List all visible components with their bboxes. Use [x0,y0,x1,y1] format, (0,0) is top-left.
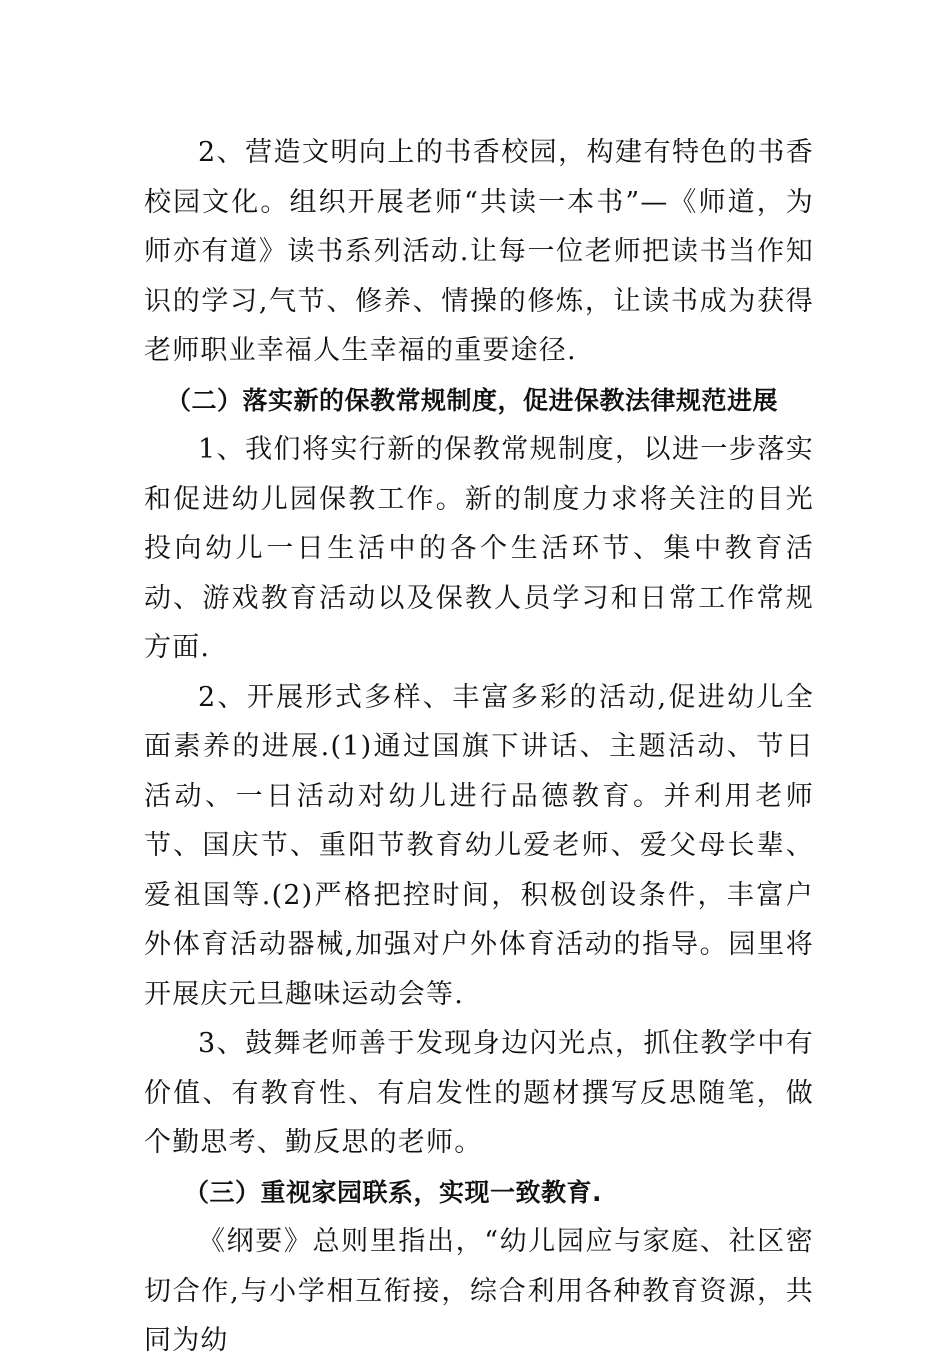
paragraph-new-rules: 1、我们将实行新的保教常规制度，以进一步落实和促进幼儿园保教工作。新的制度力求将关注的目光投向幼儿一日生活中的各个生活环节、集中教育活动、游戏教育活动以及保教人员学习和日常工作常规方面. [144,434,814,663]
paragraph-diverse-activities: 2、开展形式多样、丰富多彩的活动,促进幼儿全面素养的进展.(1)通过国旗下讲话、主题活动、节日活动、一日活动对幼儿进行品德教育。并利用老师节、国庆节、重阳节教育幼儿爱老师、爱父母长辈、爱祖国等.(2)严格把控时间，积极创设条件，丰富户外体育活动器械,加强对户外体育活动的指导。园里将开展庆元旦趣味运动会等. [144,681,814,1010]
paragraph-reflective-teachers: 3、鼓舞老师善于发现身边闪光点，抓住教学中有价值、有教育性、有启发性的题材撰写反思随笔，做个勤思考、勤反思的老师。 [144,1028,814,1158]
paragraph-guidelines-quote: 《纲要》总则里指出，“幼儿园应与家庭、社区密切合作,与小学相互衔接，综合利用各种教育资源，共同为幼 [144,1226,814,1356]
document-body [144,128,814,1366]
paragraph-reading-campus: 2、营造文明向上的书香校园，构建有特色的书香校园文化。组织开展老师“共读一本书”—《师道，为师亦有道》读书系列活动.让每一位老师把读书当作知识的学习,气节、修养、情操的修炼，让读书成为获得老师职业幸福人生幸福的重要途径. [144,137,814,366]
section-heading-care-education-rules: （二）落实新的保教常规制度，促进保教法律规范进展 [166,385,779,415]
section-heading-home-school-contact: （三）重视家园联系，实现一致教育. [184,1177,602,1207]
